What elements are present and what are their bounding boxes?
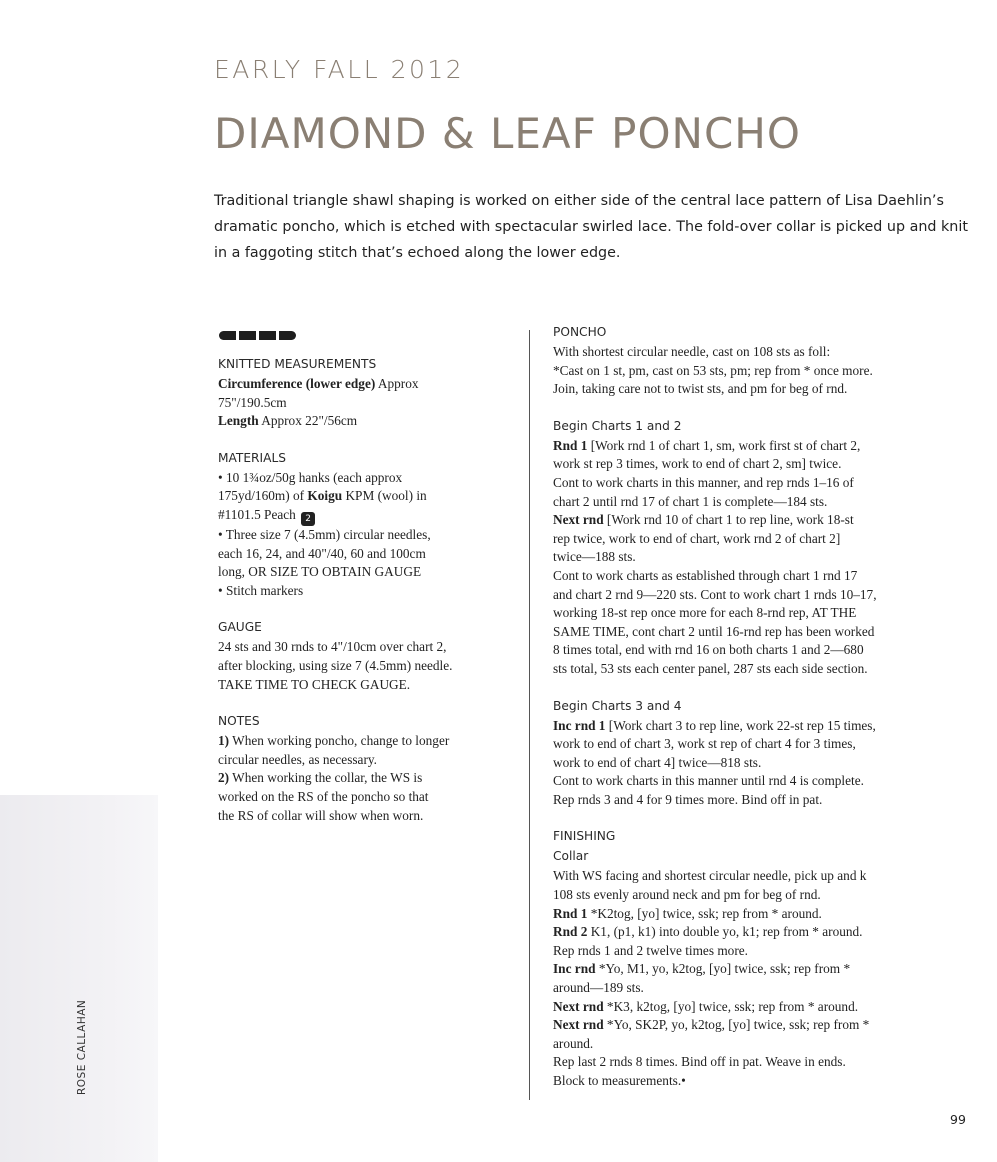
finishing-section: FINISHING Collar With WS facing and shortest circular needle, pick up and k 108 sts evenly around neck and pm for beg of rnd. Rnd 1 *K2tog, [yo] twice, ssk; rep from * around. Rnd 2 K1, (p1, k1) into double yo, k1; rep from * around. Rep rnds 1 and 2 twelve times more. Inc rnd *Yo, M1, yo, k2tog, [yo] twice, ssk; rep from * around—189 sts. Next rnd *K3, k2tog, [yo] twice, ssk; rep from * around. Next rnd *Yo, SK2P, yo, k2tog, [yo] twice, ssk; rep from * around. Rep last 2 rnds 8 times. Bind off in pat. Weave in ends. Block to measurements.•	[553, 827, 973, 1090]
poncho-section: PONCHO With shortest circular needle, cast on 108 sts as foll: *Cast on 1 st, pm, cast on 53 sts, pm; rep from * once more. Join, taking care not to twist sts, and pm for beg of rnd.	[553, 323, 973, 399]
left-column	[218, 355, 518, 843]
section-heading: Begin Charts 1 and 2	[553, 418, 682, 433]
photo-credit: ROSE CALLAHAN	[76, 999, 88, 1095]
materials-section: MATERIALS • 10 1¾oz/50g hanks (each approx 175yd/160m) of Koigu KPM (wool) in #1101.5 Peach 2 • Three size 7 (4.5mm) circular needles, each 16, 24, and 40"/40, 60 and 100cm long, OR SIZE TO OBTAIN GAUGE • Stitch markers	[218, 449, 518, 601]
section-heading: FINISHING	[553, 829, 616, 844]
pattern-title: DIAMOND & LEAF PONCHO	[214, 109, 801, 158]
section-heading: MATERIALS	[218, 450, 286, 465]
issue-label: EARLY FALL 2012	[214, 55, 465, 84]
section-heading: PONCHO	[553, 325, 607, 339]
page-number: 99	[950, 1112, 966, 1127]
column-divider	[529, 330, 530, 1100]
notes-section: NOTES 1) When working poncho, change to longer circular needles, as necessary. 2) When working the collar, the WS is worked on the RS of the poncho so that the RS of collar will show when worn.	[218, 712, 518, 825]
section-heading: NOTES	[218, 714, 260, 729]
page-edge-shading	[0, 795, 158, 1162]
section-heading: KNITTED MEASUREMENTS	[218, 357, 377, 371]
skill-level-bars-icon	[219, 331, 296, 340]
gauge-section: GAUGE 24 sts and 30 rnds to 4"/10cm over chart 2, after blocking, using size 7 (4.5mm) needle. TAKE TIME TO CHECK GAUGE.	[218, 618, 518, 694]
charts-1-2-section: Begin Charts 1 and 2 Rnd 1 [Work rnd 1 of chart 1, sm, work first st of chart 2, work st rep 3 times, work to end of chart 2, sm] twice. Cont to work charts in this manner, and rep rnds 1–16 of chart 2 until rnd 17 of chart 1 is complete—184 sts. Next rnd [Work rnd 10 of chart 1 to rep line, work 18-st rep twice, work to end of chart, work rnd 2 of chart 2] twice—188 sts. Cont to work charts as established through chart 1 rnd 17 and chart 2 rnd 9—220 sts. Cont to work chart 1 rnds 10–17, working 18-st rep once more for each 8-rnd rep, AT THE SAME TIME, cont chart 2 until 16-rnd rep has been worked 8 times total, end with rnd 16 on both charts 1 and 2—680 sts total, 53 sts each center panel, 287 sts each side section.	[553, 417, 973, 679]
yarn-weight-icon: 2	[301, 512, 315, 526]
section-heading: GAUGE	[218, 620, 262, 635]
charts-3-4-section: Begin Charts 3 and 4 Inc rnd 1 [Work chart 3 to rep line, work 22-st rep 15 times, work to end of chart 3, work st rep of chart 4 for 3 times, work to end of chart 4] twice—818 sts. Cont to work charts in this manner until rnd 4 is complete. Rep rnds 3 and 4 for 9 times more. Bind off in pat.	[553, 697, 973, 810]
measurements-section: KNITTED MEASUREMENTS Circumference (lower edge) Approx 75"/190.5cm Length Approx 22"/56cm	[218, 355, 518, 431]
right-column	[553, 323, 973, 1109]
section-heading: Begin Charts 3 and 4	[553, 698, 682, 713]
intro-paragraph: Traditional triangle shawl shaping is worked on either side of the central lace pattern of Lisa Daehlin’s dramatic poncho, which is etched with spectacular swirled lace. The fold-over collar is picked up and knit in a faggoting stitch that’s echoed along the lower edge.	[214, 193, 968, 261]
collar-subheading: Collar	[553, 849, 589, 864]
